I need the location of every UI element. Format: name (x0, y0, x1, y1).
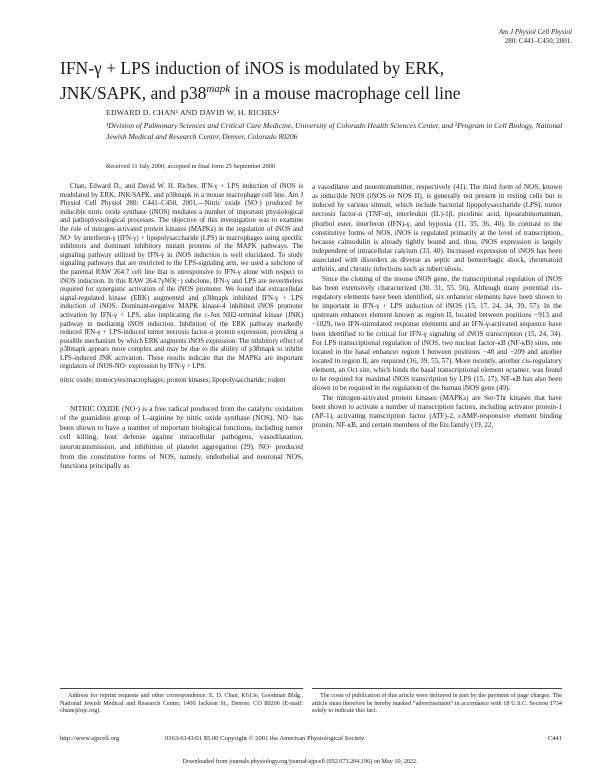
title-line-2-suffix: in a mouse macrophage cell line (230, 82, 461, 103)
issn-copyright: 0363-6143/01 $5.00 Copyright © 2001 the American Physiological Society (165, 735, 365, 742)
footnote-divider-right (312, 688, 562, 689)
left-column (60, 183, 303, 471)
page-number: C441 (547, 735, 562, 742)
journal-url[interactable]: http://www.ajpcell.org (60, 735, 120, 742)
footnote-divider-left (60, 688, 303, 689)
article-title (60, 58, 580, 104)
body-paragraph: a vasodilator and neurotransmitter, respectively (41). The third form of NOS, known as inducible NOS (iNOS or NOS II), is generally not present in resting cells but is induced by various stimuli, which include bacterial lipopolysaccharide (LPS), tumor necrosis factor-α (TNF-α), interleukin (IL)-1β, picolinic acid, lipoarabinomannan, phorbol ester, interferon (IFN)-γ, and hypoxia (11, 35, 36, 40). In contrast to the constitutive forms of NOS, iNOS is regulated primarily at the level of transcription, because calmodulin is already tightly bound and, thus, iNOS expression is largely independent of intracellular calcium (33, 40). Increased expression of iNOS has been associated with disorders as diverse as septic and hemorrhagic shock, rheumatoid arthritis, and chronic infections such as tuberculosis. (312, 183, 562, 274)
title-superscript: mapk (206, 83, 231, 95)
download-notice: Downloaded from journals.physiology.org/journal/ajpcell (052.073.204.196) on May 10, 2022. (182, 758, 418, 765)
publication-cost-footnote: The costs of publication of this article were defrayed in part by the payment of page charges. The article must therefore be hereby marked “advertisement” in accordance with 18 U.S.C. Section 1734 solely to indicate this fact. (312, 692, 562, 715)
title-line-2-prefix: JNK/SAPK, and p38 (60, 82, 207, 103)
journal-citation: 280: C441–C450, 2001. (504, 37, 572, 45)
body-paragraph: Since the cloning of the mouse iNOS gene, the transcriptional regulation of iNOS has been extensively characterized (30, 31, 55, 56). Although many potential cis-regulatory elements have been identified, six enhancer elements have been shown to be important in IFN-γ + LPS induction of iNOS (15, 17, 24, 34, 39, 57). In the upstream enhancer element known as region II, located between positions −913 and −1029, two IFN-stimulated response elements and an IFN-γ-activated sequence have been identified to be critical for IFN-γ signaling of iNOS transcription (15, 24, 34). For LPS transcriptional regulation of iNOS, two nuclear factor-κB (NF-κB) sites, one located in the basal enhancer region I between positions −48 and −209 and another located in region II, are required (16, 39, 55, 57). More recently, another cis-regulatory element, an Oct site, which binds the basal transcriptional element octamer, was found to be required for maximal iNOS transcription by LPS (15, 17). NF-κB has also been shown to be required in the regulation of the human iNOS gene (49). (312, 274, 562, 393)
journal-name: Am J Physiol Cell Physiol (498, 28, 572, 36)
correspondence-footnote: Address for reprint requests and other correspondence: E. D. Chan, K613e, Goodman Bldg., National Jewish Medical and Research Center, 1400 Jackson St., Denver, CO 80206 (E-mail: chane@njc.org). (60, 692, 303, 715)
title-line-1: IFN-γ + LPS induction of iNOS is modulated by ERK, (60, 58, 445, 78)
affiliation: ¹Division of Pulmonary Sciences and Critical Care Medicine, University of Colorado Health Sciences Center, and ²Program in Cell Biology, National Jewish Medical and Research Center, Denver, Colorado 80206 (106, 121, 563, 141)
received-dates: Received 11 July 2000; accepted in final form 25 September 2000 (106, 163, 276, 170)
keywords: nitric oxide; monocytes/macrophages; protein kinases; lipopolysaccharide; rodent (60, 377, 286, 385)
journal-header (499, 28, 572, 46)
body-paragraph: The mitogen-activated protein kinases (MAPKs) are Ser-Thr kinases that have been shown to activate a number of transcription factors, including activator protein-1 (AP-1), activating transcription factor (ATF)-2, cAMP-responsive element binding protein, NF-κB, and certain members of the Ets family (19, 22, (312, 393, 562, 430)
right-column (312, 183, 562, 430)
authors: EDWARD D. CHAN¹ AND DAVID W. H. RICHES² (106, 108, 280, 117)
intro-paragraph: NITRIC OXIDE (NO·) is a free radical produced from the catalytic oxidation of the guanidino group of L-arginine by nitric oxide synthase (NOS). NO· has been shown to have a number of important biological functions, including tumor cell killing, host defense against intracellular pathogens, vasodilatation, neurotransmission, and inhibition of platelet aggregation (29). NO· produced from the constitutive forms of NOS, namely, endothelial and neuronal NOS, functions principally as (60, 403, 303, 471)
abstract: Chan, Edward D., and David W. H. Riches. IFN-γ + LPS induction of iNOS is modulated by ERK, JNK/SAPK, and p38mapk in a mouse macrophage cell line. Am J Physiol Cell Physiol 280: C441–C450, 2001.—Nitric oxide (NO·) produced by inducible nitric oxide synthase (iNOS) mediates a number of important physiological and pathophysiological processes. The objective of this investigation was to examine the role of mitogen-activated protein kinases (MAPKs) in the regulation of iNOS and NO· by interferon-γ (IFN-γ) + lipopolysaccharide (LPS) in macrophages using specific inhibitors and dominant inhibitory mutant proteins of the MAPK pathways. The signaling pathway utilized by IFN-γ in iNOS induction is well elucidated. To study signaling pathways that are restricted to the LPS-signaling arm, we used a subclone of the parental RAW 264.7 cell line that is unresponsive to IFN-γ alone with respect to iNOS induction. In this RAW 264.7γNO(−) subclone, IFN-γ and LPS are nevertheless required for synergistic activation of the iNOS promoter. We found that extracellular signal-regulated kinase (ERK) augmented and p38mapk inhibited IFN-γ + LPS induction of iNOS. Dominant-negative MAPK kinase-4 inhibited iNOS promoter activation by IFN-γ + LPS, also implicating the c-Jun NH2-terminal kinase (JNK) pathway in mediating iNOS induction. Inhibition of the ERK pathway markedly reduced IFN-γ + LPS-induced tumor necrosis factor-α protein expression, providing a possible mechanism by which ERK augments iNOS expression. The inhibitory effect of p38mapk appears more complex and may be due to the ability of p38mapk to inhibit LPS-induced JNK activation. These results indicate that the MAPKs are important regulators of iNOS-NO· expression by IFN-γ + LPS. (60, 183, 303, 371)
